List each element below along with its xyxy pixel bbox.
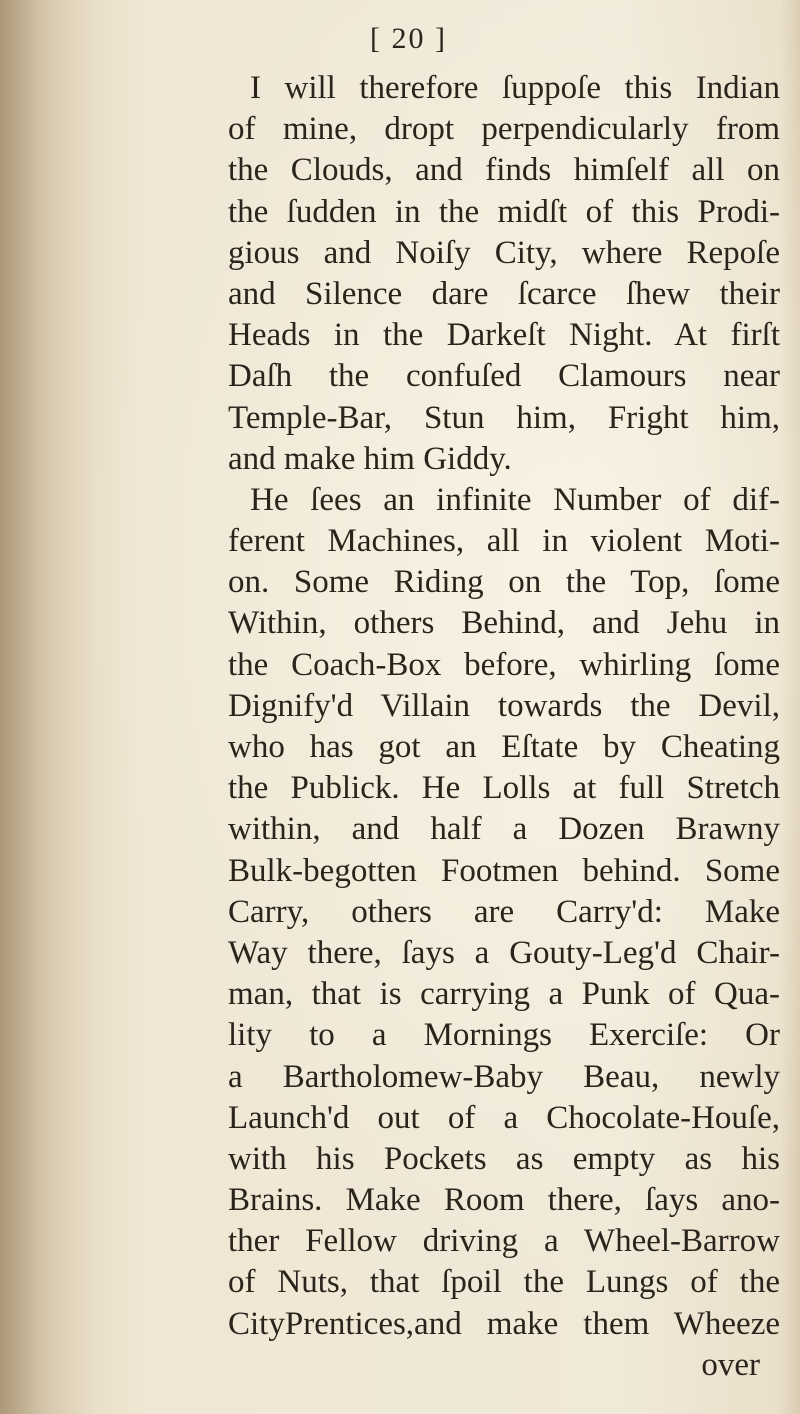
catchword: over bbox=[701, 1346, 760, 1383]
text-line-31: CityPrentices,and make them Wheeze bbox=[228, 1305, 780, 1342]
text-line-9: Temple-Bar, Stun him, Fright him, bbox=[228, 399, 780, 436]
text-line-2: of mine, dropt perpendicularly from bbox=[228, 111, 780, 148]
text-line-3: the Clouds, and finds himſelf all on bbox=[228, 152, 780, 189]
text-line-30: of Nuts, that ſpoil the Lungs of the bbox=[228, 1264, 780, 1301]
page-number: [ 20 ] bbox=[370, 22, 447, 55]
text-line-19: within, and half a Dozen Brawny bbox=[228, 811, 780, 848]
text-line-1: I will therefore ſuppoſe this Indian bbox=[250, 70, 780, 106]
text-line-12: ferent Machines, all in violent Moti- bbox=[228, 523, 780, 560]
text-line-7: Heads in the Darkeſt Night. At firſt bbox=[228, 317, 780, 354]
text-line-18: the Publick. He Lolls at full Stretch bbox=[228, 770, 780, 807]
text-line-28: Brains. Make Room there, ſays ano- bbox=[228, 1182, 780, 1219]
text-line-26: Launch'd out of a Chocolate-Houſe, bbox=[228, 1099, 780, 1136]
text-line-29: ther Fellow driving a Wheel-Barrow bbox=[228, 1223, 780, 1260]
page-gutter-shadow bbox=[0, 0, 95, 1414]
text-line-24: lity to a Mornings Exerciſe: Or bbox=[228, 1017, 780, 1054]
text-line-13: on. Some Riding on the Top, ſome bbox=[228, 564, 780, 601]
text-line-17: who has got an Eſtate by Cheating bbox=[228, 729, 780, 765]
text-line-27: with his Pockets as empty as his bbox=[228, 1140, 780, 1177]
text-line-8: Daſh the confuſed Clamours near bbox=[228, 358, 780, 395]
text-line-23: man, that is carrying a Punk of Qua- bbox=[228, 976, 780, 1013]
text-line-4: the ſudden in the midſt of this Prodi- bbox=[228, 193, 780, 230]
text-line-10: and make him Giddy. bbox=[228, 440, 512, 477]
text-line-11: He ſees an infinite Number of dif- bbox=[250, 481, 780, 518]
text-line-20: Bulk-begotten Footmen behind. Some bbox=[228, 852, 780, 889]
text-line-16: Dignify'd Villain towards the Devil, bbox=[228, 687, 780, 724]
body-text bbox=[228, 68, 780, 1386]
text-line-14: Within, others Behind, and Jehu in bbox=[228, 605, 780, 642]
text-line-15: the Coach-Box before, whirling ſome bbox=[228, 646, 780, 683]
text-line-6: and Silence dare ſcarce ſhew their bbox=[228, 275, 780, 312]
text-line-25: a Bartholomew-Baby Beau, newly bbox=[228, 1058, 780, 1095]
text-line-21: Carry, others are Carry'd: Make bbox=[228, 893, 780, 930]
text-line-5: gious and Noiſy City, where Repoſe bbox=[228, 234, 780, 271]
text-line-22: Way there, ſays a Gouty-Leg'd Chair- bbox=[228, 934, 780, 971]
